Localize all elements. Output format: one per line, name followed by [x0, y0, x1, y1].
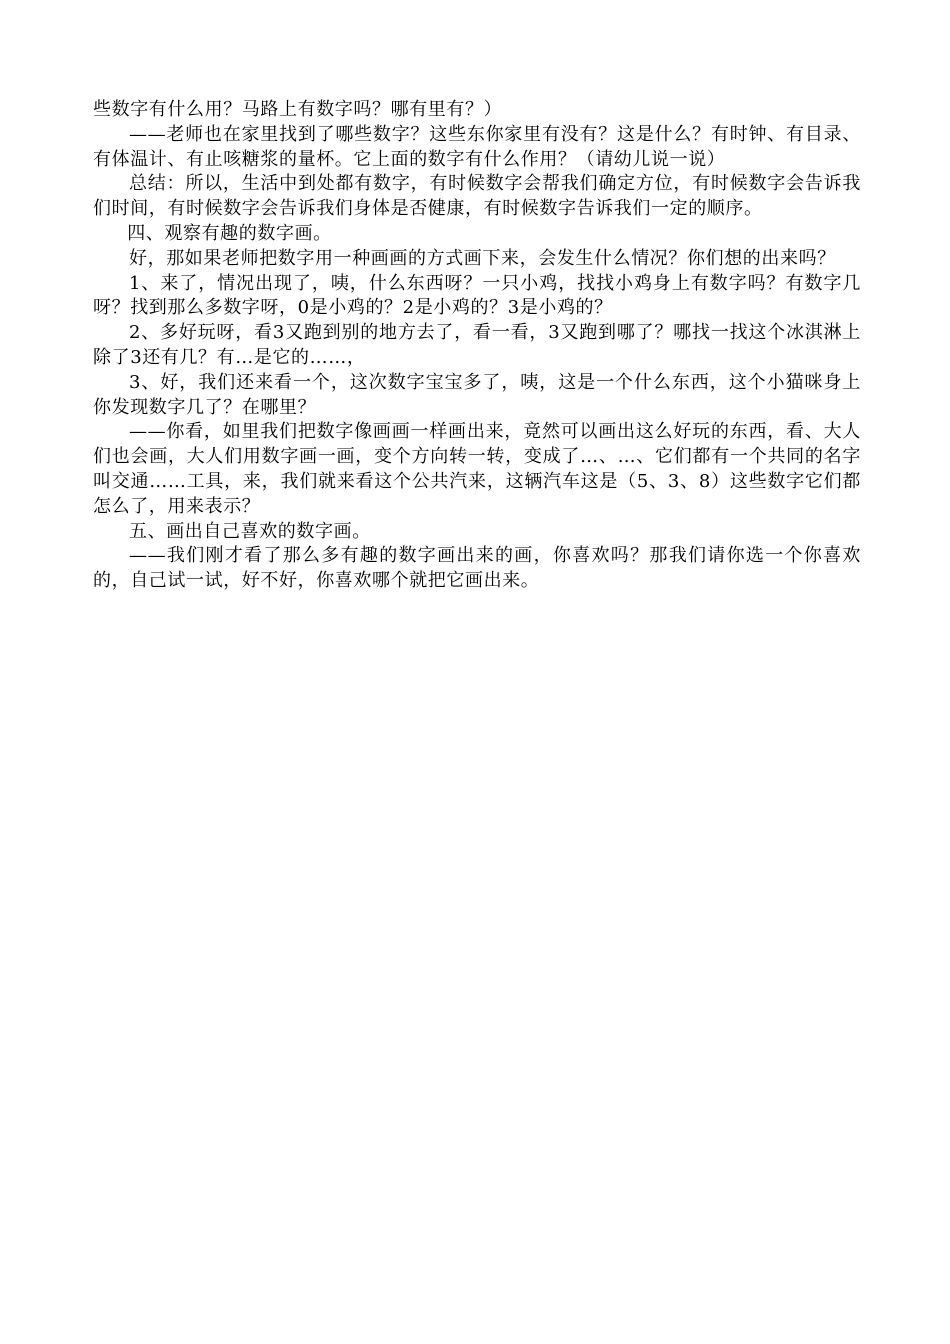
paragraph-6: 1、来了，情况出现了，咦，什么东西呀？一只小鸡，找找小鸡身上有数字吗？有数字几呀？找到那么多数字呀，0是小鸡的？2是小鸡的？3是小鸡的？ [93, 272, 861, 319]
paragraph-9: ——你看，如里我们把数字像画画一样画出来，竟然可以画出这么好玩的东西，看、大人们也会画，大人们用数字画一画，变个方向转一转，变成了…、…、它们都有一个共同的名字叫交通……工具，来，我们就来看这个公共汽来，这辆汽车这是（5、3、8）这些数字它们都怎么了，用来表示？ [93, 421, 861, 517]
paragraph-3: 总结：所以，生活中到处都有数字，有时候数字会帮我们确定方位，有时候数字会告诉我们时间，有时候数字会告诉我们身体是否健康，有时候数字告诉我们一定的顺序。 [93, 173, 861, 220]
section-heading-4: 四、观察有趣的数字画。 [127, 222, 332, 244]
paragraph-2: ——老师也在家里找到了哪些数字？这些东你家里有没有？这是什么？有时钟、有目录、有体温计、有止咳糖浆的量杯。它上面的数字有什么作用？（请幼儿说一说） [93, 123, 861, 170]
section-heading-5: 五、画出自己喜欢的数字画。 [129, 520, 371, 542]
paragraph-1: 些数字有什么用？马路上有数字吗？哪有里有？） [93, 99, 503, 120]
paragraph-5: 好，那如果老师把数字用一种画画的方式画下来，会发生什么情况？你们想的出来吗？ [129, 247, 836, 269]
paragraph-7: 2、多好玩呀，看3又跑到别的地方去了，看一看，3又跑到哪了？哪找一找这个冰淇淋上除了3还有几？有…是它的……， [93, 322, 861, 368]
paragraph-11: ——我们刚才看了那么多有趣的数字画出来的画，你喜欢吗？那我们请你选一个你喜欢的，自己试一试，好不好，你喜欢哪个就把它画出来。 [93, 545, 861, 592]
paragraph-8: 3、好，我们还来看一个，这次数字宝宝多了，咦，这是一个什么东西，这个小猫咪身上你发现数字几了？在哪里？ [93, 371, 861, 418]
document-body [93, 98, 861, 594]
